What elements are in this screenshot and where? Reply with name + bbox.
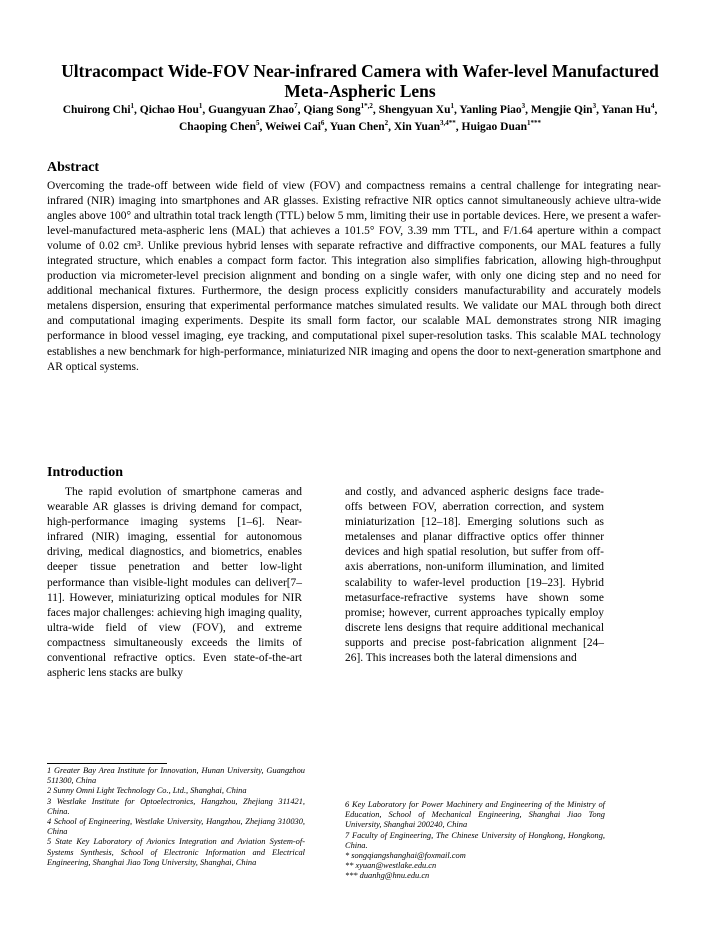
author-affiliation-marker: 3,4** <box>440 118 456 127</box>
author-affiliation-marker: 1*,2 <box>360 102 373 111</box>
author-name: Chuirong Chi <box>62 104 131 116</box>
footnote-email: ** xyuan@westlake.edu.cn <box>345 861 437 871</box>
author <box>379 104 454 116</box>
author-affiliation-marker: 1*** <box>527 118 542 127</box>
author-affiliation-marker: 3 <box>521 102 526 111</box>
author <box>601 104 654 116</box>
footnote: 5 State Key Laboratory of Avionics Integration and Aviation System-of-Systems Synthesis, School of Electronic Information and Electrical Engineering, Shanghai Jiao Tong University, Shanghai, China <box>47 837 305 867</box>
author-name: Mengjie Qin <box>530 104 593 116</box>
author-name: Chaoping Chen <box>178 120 256 133</box>
introduction-left-column: The rapid evolution of smartphone cameras and wearable AR glasses is driving demand for compact, high-performance imaging systems [1–6]. Near-infrared (NIR) imaging, essential for autonomous driving, medical diagnostics, and biometrics, enables deeper tissue penetration and better low-light performance than visible-light modules can deliver[7–11]. However, miniaturizing optical modules for NIR faces major challenges: achieving high imaging quality, ultra-wide field of view (FOV), and extreme compactness simultaneously exceeds the limits of conventional refractive optics. Even state-of-the-art aspheric lens stacks are bulky <box>47 486 302 680</box>
author <box>531 104 596 116</box>
author-name: Xin Yuan <box>393 120 441 133</box>
author-name: Shengyuan Xu <box>378 104 451 116</box>
footnote: 3 Westlake Institute for Optoelectronics, Hangzhou, Zhejiang 311421, China. <box>47 796 305 816</box>
author <box>63 104 134 116</box>
author <box>140 104 203 116</box>
footnotes-right <box>345 800 605 882</box>
footnote: 6 Key Laboratory for Power Machinery and Engineering of the Ministry of Education, School of Mechanical Engineering, Shanghai Jiao Tong University, Shanghai 200240, China <box>345 800 605 830</box>
footnote: 4 School of Engineering, Westlake University, Hangzhou, Zhejiang 310030, China <box>47 817 305 837</box>
author-name: Guangyuan Zhao <box>208 104 295 116</box>
author-name: Yanling Piao <box>459 104 522 116</box>
author <box>329 118 389 133</box>
introduction-heading: Introduction <box>47 465 123 480</box>
paper-title: Ultracompact Wide-FOV Near-infrared Camera with Wafer-level Manufactured Meta-Aspheric Lens <box>61 61 659 101</box>
footnote-email: *** duanhg@hnu.edu.cn <box>345 871 430 881</box>
author <box>178 118 260 133</box>
author-list: Chuirong Chi$^1$, Qichao Hou$^1$, Guangyuan Zhao$^7$, Qiang Song$^{1*,2}$, Shengyuan Xu$^1$, Yanling Piao$^3$, Mengjie Qin$^3$, Yanan Hu$^4$, Chaoping Chen$^5$, Weiwei Cai$^6$, Yuan Chen$^2$, Xin Yuan$^{3,4**}$, Huigao Duan$^{1***}$ <box>62 102 658 133</box>
author <box>459 104 525 116</box>
author <box>208 104 297 116</box>
abstract-heading: Abstract <box>47 160 100 175</box>
author-name: Qiang Song <box>303 104 361 116</box>
footnote: 2 Sunny Omni Light Technology Co., Ltd., Shanghai, China <box>47 786 247 796</box>
author-affiliation-marker: 1 <box>198 102 203 111</box>
author-affiliation-marker: 6 <box>320 118 325 127</box>
author-name: Huigao Duan <box>461 120 528 133</box>
footnote-divider <box>47 763 167 764</box>
author-affiliation-marker: 7 <box>294 102 298 111</box>
author-name: Qichao Hou <box>139 104 199 116</box>
author-affiliation-marker: 4 <box>650 102 655 111</box>
author-name: Yuan Chen <box>329 120 385 133</box>
footnote: 7 Faculty of Engineering, The Chinese University of Hongkong, Hongkong, China. <box>345 830 605 850</box>
author-name: Weiwei Cai <box>265 120 321 133</box>
abstract-text: Overcoming the trade-off between wide field of view (FOV) and compactness remains a central challenge for integrating near-infrared (NIR) imaging into smartphones and AR glasses. Existing refractive NIR optics cannot simultaneously achieve ultra-wide angles above 100° and ultrathin total track length (TTL) below 5 mm, limiting their use in portable devices. Here, we present a wafer-level-manufactured meta-aspheric lens (MAL) that achieves a 101.5° FOV, 3.39 mm TTL, and F/1.64 aperture within a compact volume of 0.02 cm³. Unlike previous hybrid lenses with separate refractive and diffractive components, our MAL features a fully integrated structure, which enables a compact form factor. This integration also simplifies fabrication, allowing high-throughput production via micrometer-level precision alignment and bonding on a single wafer, with only one dicing step and no need for additional mechanical fixtures. Furthermore, the design process explicitly considers manufacturability and accurately models metalens dispersion, ensuring that experimental performance matches simulated results. We validate our MAL through both direct and computational imaging experiments. Despite its small form factor, our scalable MAL demonstrates strong NIR imaging performance in blood vessel imaging, eye tracking, and computational pixel super-resolution tasks. This scalable MAL technology establishes a new benchmark for high-performance, miniaturized NIR imaging and opens the door to next-generation smartphone and AR optical systems. <box>47 180 661 373</box>
author <box>303 104 372 116</box>
introduction-right-column: and costly, and advanced aspheric designs face trade-offs between FOV, aberration correction, and system miniaturization [12–18]. Emerging solutions such as metalenses and planar diffractive optics offer thinner devices and high spatial resolution, but suffer from off-axis aberrations, non-uniform illumination, and limited scalability to wafer-level production [19–23]. Hybrid metasurface-refractive systems have shown some promise; however, current approaches typically employ discrete lens designs that require additional mechanical supports and precise post-fabrication alignment [24–26]. This increases both the lateral dimensions and <box>345 486 604 665</box>
author-affiliation-marker: 1 <box>130 102 135 111</box>
author-affiliation-marker: 3 <box>592 102 597 111</box>
author <box>461 118 542 133</box>
footnote: 1 Greater Bay Area Institute for Innovation, Hunan University, Guangzhou 511300, China <box>47 766 305 786</box>
author-name: Yanan Hu <box>601 104 651 116</box>
author-affiliation-marker: 5 <box>255 118 260 127</box>
author-affiliation-marker: 1 <box>450 102 455 111</box>
footnotes-left <box>47 766 305 868</box>
author-affiliation-marker: 2 <box>384 118 389 127</box>
footnote-email: * songqiangshanghai@foxmail.com <box>345 851 466 861</box>
author <box>265 118 325 133</box>
author <box>393 118 456 133</box>
